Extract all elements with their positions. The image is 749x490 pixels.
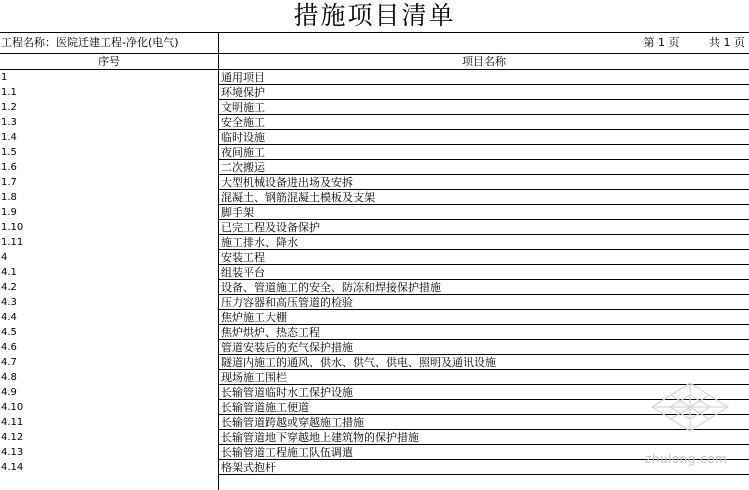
row-number: 1.9 [1, 207, 17, 218]
table-row [0, 205, 749, 220]
row-number: 4.4 [1, 312, 17, 323]
page-info [638, 33, 746, 53]
row-name: 焦炉烘炉、热态工程 [221, 326, 320, 339]
row-name: 安全施工 [221, 116, 265, 129]
row-number: 4.8 [1, 372, 17, 383]
header-no: 序号 [98, 55, 120, 68]
row-name: 管道安装后的充气保护措施 [221, 341, 353, 354]
table-row [0, 250, 749, 265]
row-number: 4.1 [1, 267, 17, 278]
row-name: 夜间施工 [221, 146, 265, 159]
row-name: 已完工程及设备保护 [221, 221, 320, 234]
row-name: 长输管道临时水工保护设施 [221, 386, 353, 399]
row-name: 焦炉施工大棚 [221, 311, 287, 324]
row-number: 1.11 [1, 237, 24, 248]
row-number: 1 [1, 72, 8, 83]
row-number: 4.2 [1, 282, 17, 293]
row-name: 施工排水、降水 [221, 236, 298, 249]
row-name: 设备、管道施工的安全、防冻和焊接保护措施 [221, 281, 441, 294]
table-row [0, 340, 749, 355]
table-row [0, 265, 749, 280]
row-name: 长输管道地下穿越地上建筑物的保护措施 [221, 431, 419, 444]
row-rule [219, 474, 749, 475]
row-name: 安装工程 [221, 251, 265, 264]
table-row [0, 415, 749, 430]
row-number: 4.5 [1, 327, 17, 338]
row-name: 组装平台 [221, 266, 265, 279]
row-name: 长输管道跨越或穿越施工措施 [221, 416, 364, 429]
header-name: 项目名称 [462, 55, 506, 68]
table-row [0, 355, 749, 370]
table-row [0, 235, 749, 250]
row-number: 1.8 [1, 192, 17, 203]
row-number: 1.10 [1, 222, 24, 233]
row-number: 1.6 [1, 162, 17, 173]
row-name: 长输管道施工便道 [221, 401, 309, 414]
row-name: 格架式抱杆 [221, 461, 276, 474]
row-number: 1.4 [1, 132, 17, 143]
row-name: 大型机械设备进出场及安拆 [221, 176, 353, 189]
table-row [0, 145, 749, 160]
table-row [0, 70, 749, 85]
table-row [0, 160, 749, 175]
row-number: 4.9 [1, 387, 17, 398]
row-number: 4.11 [1, 417, 24, 428]
table-row [0, 115, 749, 130]
row-number: 4.12 [1, 432, 24, 443]
page-number: 第 1 页 [643, 36, 680, 49]
table-row [0, 295, 749, 310]
table-row [0, 175, 749, 190]
watermark-text: zhulong.com [645, 452, 728, 466]
table-row [0, 430, 749, 445]
table-row [0, 85, 749, 100]
row-number: 4.13 [1, 447, 24, 458]
page-total: 共 1 页 [709, 36, 745, 49]
row-number: 4.3 [1, 297, 17, 308]
table-row [0, 310, 749, 325]
row-name: 混凝土、钢筋混凝土模板及支架 [221, 191, 375, 204]
row-number: 1.1 [1, 87, 17, 98]
row-number: 4.10 [1, 402, 24, 413]
table-row [0, 190, 749, 205]
row-name: 环境保护 [221, 86, 265, 99]
row-number: 4.7 [1, 357, 17, 368]
table-row [0, 325, 749, 340]
row-number: 4 [1, 252, 8, 263]
table-row [0, 460, 749, 475]
row-name: 二次搬运 [221, 161, 265, 174]
row-name: 隧道内施工的通风、供水、供气、供电、照明及通讯设施 [221, 356, 496, 369]
row-number: 1.2 [1, 102, 17, 113]
table-row [0, 220, 749, 235]
row-name: 压力容器和高压管道的检验 [221, 296, 353, 309]
row-name: 长输管道工程施工队伍调遣 [221, 446, 353, 459]
project-name: 工程名称：医院迁建工程-净化(电气) [1, 36, 179, 49]
page-title: 措施项目清单 [293, 1, 456, 30]
top-rule [0, 32, 749, 33]
row-number: 1.7 [1, 177, 17, 188]
row-number: 4.14 [1, 462, 24, 473]
row-name: 通用项目 [221, 71, 265, 84]
row-name: 现场施工围栏 [221, 371, 287, 384]
row-number: 1.5 [1, 147, 17, 158]
row-number: 4.6 [1, 342, 17, 353]
table-row [0, 445, 749, 460]
row-number: 1.3 [1, 117, 17, 128]
row-name: 文明施工 [221, 101, 265, 114]
row-name: 临时设施 [221, 131, 265, 144]
table-row [0, 400, 749, 415]
table-row [0, 280, 749, 295]
table-row [0, 370, 749, 385]
row-name: 脚手架 [221, 206, 254, 219]
table-row [0, 385, 749, 400]
table-row [0, 130, 749, 145]
table-row [0, 100, 749, 115]
